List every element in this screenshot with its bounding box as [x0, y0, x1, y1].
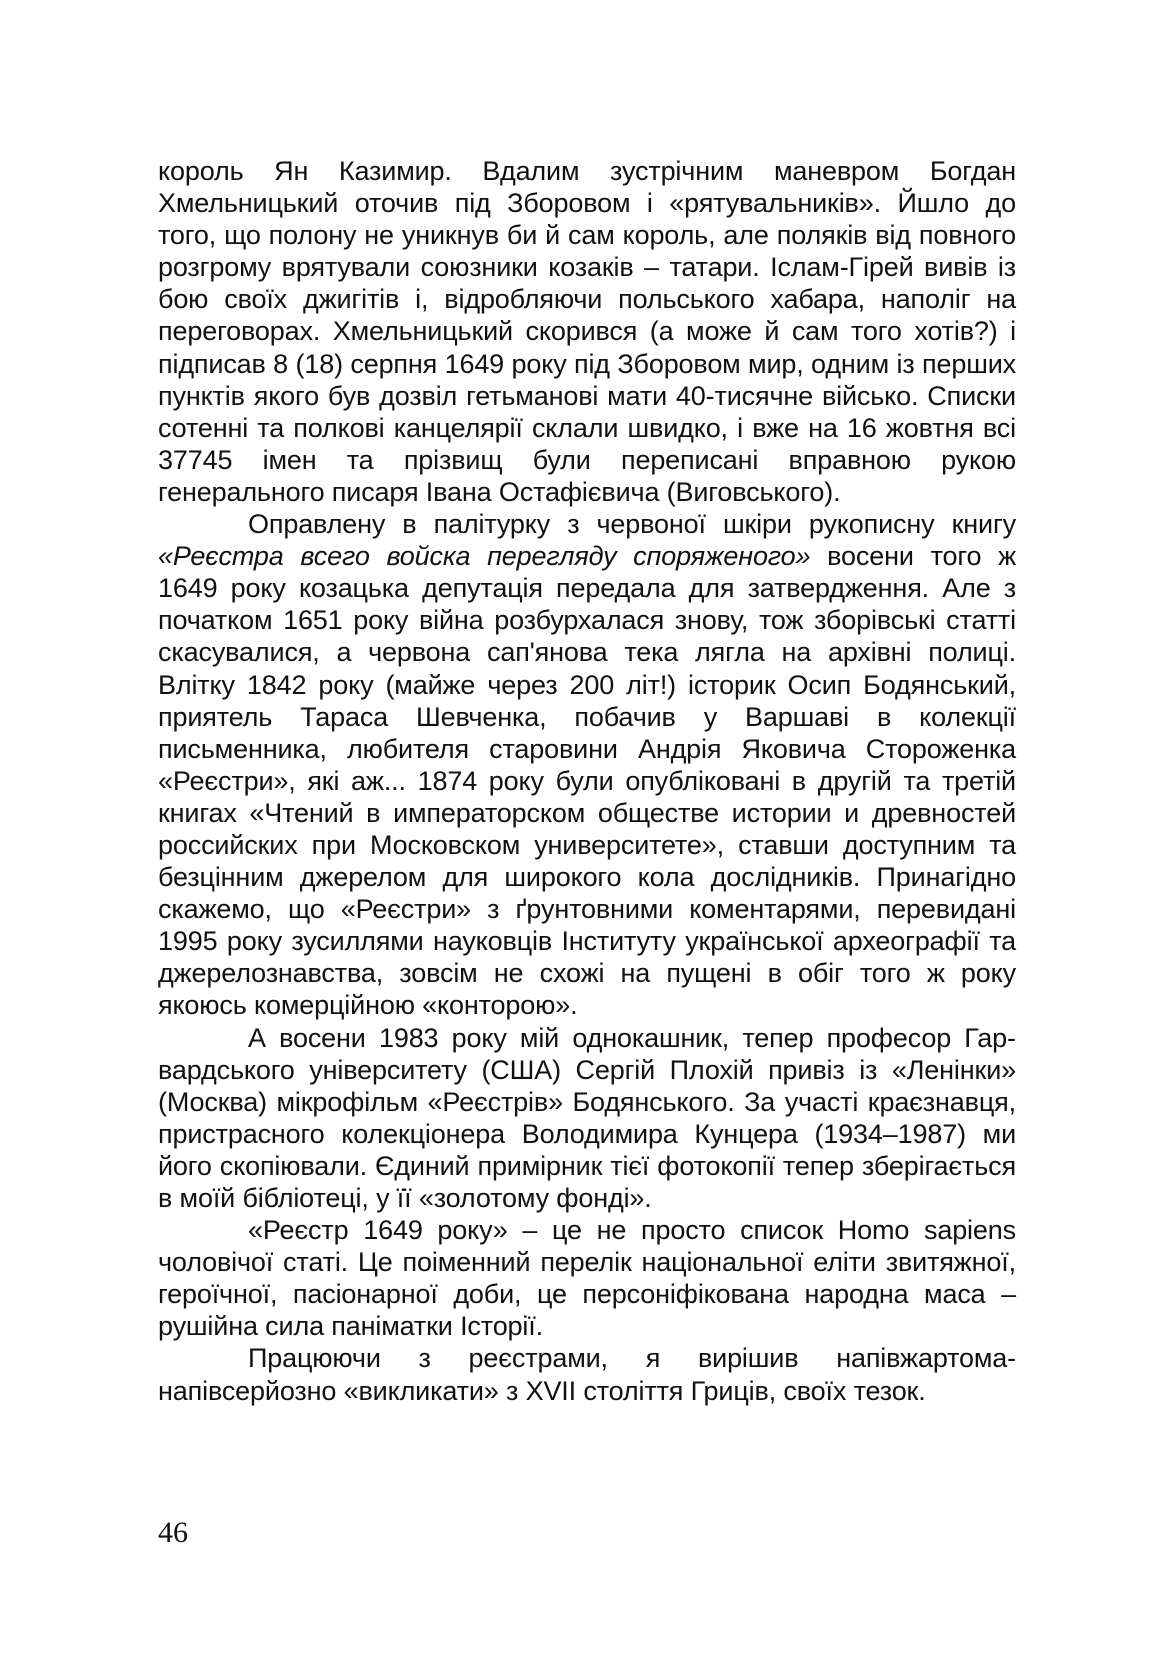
paragraph — [158, 1342, 1016, 1406]
paragraph — [158, 155, 1016, 508]
paragraph-text: восени того ж 1649 року козацька депутація передала для затвердження. Але з початком 1651 року війна розбурхалася знову, тож зборівські статті скасувалися, а червона сап'янова тека лягла на архівні полиці. Влітку 1842 року (майже через 200 літ!) історик Осип Бодянський, приятель Тараса Шевченка, побачив у Варшаві в колекції письменника, любителя старовини Андрія Яковича Стороженка «Реєстри», які аж... 1874 року були опубліковані в другій та третій книгах «Чтений в императорском обществе истории и древностей российских при Московском университете», ставши доступним та безцінним джерелом для широкого кола дослідників. Принагідно скажемо, що «Реєстри» з ґрунтовними коментарями, перевидані 1995 року зусиллями науковців Інституту української археографії та джерелознавства, зовсім не схожі на пущені в обіг того ж року якоюсь комерційною «конторою». — [158, 541, 1016, 1021]
paragraph-text: «Реєстр 1649 року» – це не просто список Homo sapiens чоловічої статі. Це поіменний перелік національної еліти звитяжної, героїчної, пасіонарної доби, це персоніфікована народна маса – рушійна сила паніматки Історії. — [158, 1215, 1016, 1342]
paragraph-text: король Ян Казимир. Вдалим зустрічним маневром Богдан Хмельницький оточив під Зборовом і «рятувальників». Йшло до того, що полону не уникнув би й сам король, але поляків від повного розгрому врятували союзники козаків – татари. Іслам-Гірей вивів із бою своїх джигітів і, відробляючи польського хабара, наполіг на переговорах. Хмельницький скорився (а може й сам того хотів?) і підписав 8 (18) серпня 1649 року під Зборовом мир, одним із перших пунктів якого був дозвіл гетьманові мати 40-тисячне військо. Списки сотенні та полкові канцелярії склали швидко, і вже на 16 жовтня всі 37745 імен та прізвищ були переписані вправною рукою генерального писаря Івана Остафієвича (Виговського). — [158, 156, 1016, 507]
page-number: 46 — [158, 1516, 188, 1549]
paragraph-text: А восени 1983 року мій однокашник, тепер професор Гарвардського університету (США) Сергій Плохій привіз із «Ленінки» (Москва) мікрофільм «Реєстрів» Бодянського. За участі краєзнавця, пристрасного колекціонера Володимира Кунцера (1934–1987) ми його скопіювали. Єдиний примірник тієї фотокопії тепер зберігається в моїй бібліотеці, у її «золотому фонді». — [158, 1022, 1016, 1213]
paragraph — [158, 1022, 1016, 1215]
book-title-italic: «Реєстра всего войска перегляду споряженого» — [158, 541, 811, 572]
paragraph-text: Оправлену в палітурку з червоної шкіри рукописну книгу — [248, 509, 1016, 540]
paragraph-text: Працюючи з реєстрами, я вирішив напівжартома-напівсерйозно «викликати» з XVII століття Гриців, своїх тезок. — [158, 1343, 1016, 1406]
paragraph — [158, 508, 1016, 1022]
paragraph — [158, 1214, 1016, 1342]
body-text — [158, 155, 1016, 1407]
